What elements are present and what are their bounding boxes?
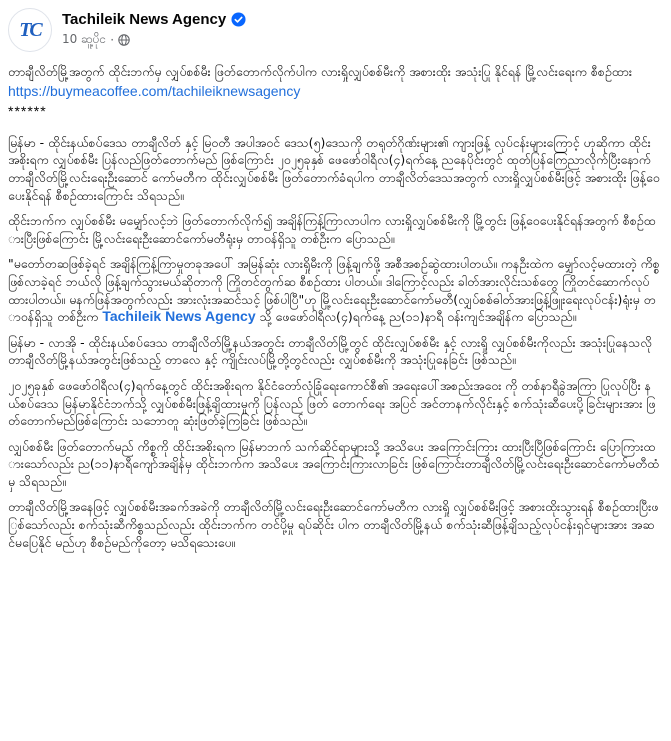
post-intro-text: တာချီလိတ်မြို့အတွက် ထိုင်းဘက်မှ လျှပ်စစ်မီး ဖြတ်တောက်လိုက်ပါက လားရှိုလျှပ်စစ်မီးကို အစားထိုး အသုံးပြု နိုင်ရန် မြို့လင်းရေးက စီစဉ်ထား [8,64,632,79]
post-paragraph-6: လျှပ်စစ်မီး ဖြတ်တောက်မည် ကိစ္စကို ထိုင်းအစိုးရက မြန်မာဘက် သက်ဆိုင်ရာများသို့ အသိပေး အကြောင်းကြား ထားပြီးပြီဖြစ်ကြောင်း ပြောကြားထားသော်လည်း ည(၁၁)နာရီကျော်အချိန်မှ ထိုင်းဘက်က အသိပေး အကြောင်းကြားလာခြင်း ဖြစ်ကြောင်းတာချီလိတ်မြို့လင်းရေးဦးဆောင်ကော်မတီထံမှ သိရသည်။ [8,438,660,489]
separator-stars: ****** [8,103,47,120]
post-paragraph-4: မြန်မာ - လာအို - ထိုင်းနယ်စပ်ဒေသ တာချီလိတ်မြို့နယ်အတွင်း တာချီလိတ်မြို့တွင် ထိုင်းလျှပ်စစ်မီး နှင့် လားရှို လျှပ်စစ်မီးကိုလည်း အသုံးပြုနေသလို တာချီလိတ်မြို့နယ်အတွင်းဖြစ်သည့် တာလေ နှင့် ကျိုင်းလပ်မြို့တို့တွင်လည်း လျှပ်စစ်မီးကို အသုံးပြုနေခြင်း ဖြစ်သည်။ [8,334,652,368]
post-body [8,63,660,559]
post-paragraph-7: တာချီလိတ်မြို့အနေဖြင့် လျှပ်စစ်မီးအခက်အခဲကို တာချီလိတ်မြို့လင်းရေးဦးဆောင်ကော်မတီက လားရှို လျှပ်စစ်မီးဖြင့် အစားထိုးသွားရန် စီစဉ်ထားပြီးဖြစ်သော်လည်း စက်သုံးဆီကိစ္စသည်လည်း ထိုင်းဘက်က တင်ပို့မှု ရပ်ဆိုင်း ပါက တာချီလိတ်မြို့နယ် စက်သုံးဆီဖြန့်ချိသည့်လုပ်ငန်းရှင်များအား အဆင်မပြေနိုင် မည်ဟု စီစဉ်မည်ကိုတော့ မသိရသေးပေ။ [8,499,659,550]
buymeacoffee-link[interactable]: https://buymeacoffee.com/tachileiknewsagency [8,82,301,99]
avatar[interactable] [8,8,52,52]
post-paragraph-1: မြန်မာ - ထိုင်းနယ်စပ်ဒေသ တာချီလိတ် နှင့် မြဝတီ အပါအဝင် ဒေသ(၅)ဒေသကို တရုတ်ဂိုဏ်းများ၏ ကျားဖြန့် လုပ်ငန်းများကြောင့် ဟုဆိုကာ ထိုင်းအစိုးရက လျှပ်စစ်မီး ပြန်လည်ဖြတ်တောက်မည် ဖြစ်ကြောင်း ၂၀၂၅ခုနှစ် ဖေဖော်ဝါရီလ(၄)ရက်နေ့ ညနေပိုင်းတွင် ထုတ်ပြန်ကြေညာလိုက်ပြီးနောက် တာချီလိတ်မြို့လင်းရေးဦးဆောင် ကော်မတီက ထိုင်းလျှပ်စစ်မီး ဖြတ်တောက်ခံရပါက တာချီလိတ်ဒေသအတွက် လားရှိုလျှပ်စစ်မီးဖြင့် အစားထိုး ဖြန့်ဝေ ပေးနိုင်ရန် စီစဉ်ထားကြောင်း သိရသည်။ [8,134,660,203]
post-timestamp[interactable]: 10 ဆူ့ပိုင [62,32,107,46]
verified-badge-icon [231,12,246,27]
avatar-logo-text: TC [19,18,41,41]
post-paragraph-2: ထိုင်းဘက်က လျှပ်စစ်မီး မမျှော်လင့်ဘဲ ဖြတ်တောက်လိုက်၍ အချိန်ကြန့်ကြာလာပါက လားရှိုလျှပ်စစ်မီးကို မြို့တွင်း ဖြန့်ဝေပေးနိုင်ရန်အတွက် စီစဉ်ထားပြီးဖြစ်ကြောင်း မြို့လင်းရေးဦးဆောင်ကော်မတီရုံးမှ တာဝန်ရှိသူ တစ်ဦးက ပြောသည်။ [8,213,656,246]
post-header [8,6,246,54]
separator-dot: · [110,33,115,47]
name-row [62,11,246,28]
quote-text: "မတော်တဆဖြစ်ခဲ့ရင် အချိန်ကြန့်ကြာမှုတခုအပေါ် အမြန်ဆုံး လားရှိုမီးကို ဖြန့်ချက်ဖို့ အစီအစဉ်ဆွဲထားပါတယ်။ ကနဦးထဲက မျှော်လင့်မထားတဲ့ ကိစ္စဖြစ်လာခဲ့ရင် ဘယ်လို ဖြန့်ချက်သွားမယ်ဆိုတာကို ကြိုတင်တွက်ဆ စီစဉ်ထား ပါတယ်။ ဒါကြောင့်လည်း ခါတ်အားလိုင်းသစ်တွေ ကြိုတင်ဆောက်လုပ်ထားပါတယ်။ မနက်ဖြန်အတွက်လည်း အားလုံးအဆင်သင့် ဖြစ်ပါပြီ"ဟု မြို့လင်းရေးဦးဆောင်ကော်မတီ(လျှပ်စစ်ဓါတ်အားဖြန့်ဖြူးရေးလုပ်ငန်း)ရုံးမှ တာဝန်ရှိသူ တစ်ဦးက [8,256,660,325]
page-name[interactable]: Tachileik News Agency [62,11,227,28]
post-paragraph-5: ၂၀၂၅ခုနှစ် ဖေဖော်ဝါရီလ(၄)ရက်နေ့တွင် ထိုင်းအစိုးရက နိုင်ငံတော်လုံခြုံရေးကောင်စီ၏ အရေးပေါ်အစည်းအဝေး ကို တစ်နာရီခွဲအကြာ ပြုလုပ်ပြီး နယ်စပ်ဒေသ မြန်မာနိုင်ငံဘက်သို့ လျှပ်စစ်မီးဖြန့်ချိထားမှုကို ပြန်လည် ဖြတ် တောက်ရေး အပြင် အင်တာနက်လိုင်းနှင့် စက်သုံးဆီပေးပို့ခြင်းများအား ဖြတ်တောက်မည်ဖြစ်ကြောင်း သဘောတူ ဆုံးဖြတ်ခဲ့ကြခြင်း ဖြစ်သည်။ [8,377,656,429]
post-time-row [62,31,246,49]
page-mention[interactable]: Tachileik News Agency [102,308,256,325]
globe-icon[interactable] [118,34,130,46]
quote-attribution: သို့ ဖေဖော်ဝါရီလ(၄)ရက်နေ့ ည(၁၁)နာရီ ဝန်းကျင်အချိန်က ပြောသည်။ [259,309,577,325]
post-paragraph-3 [8,255,660,325]
post-meta [62,11,246,49]
